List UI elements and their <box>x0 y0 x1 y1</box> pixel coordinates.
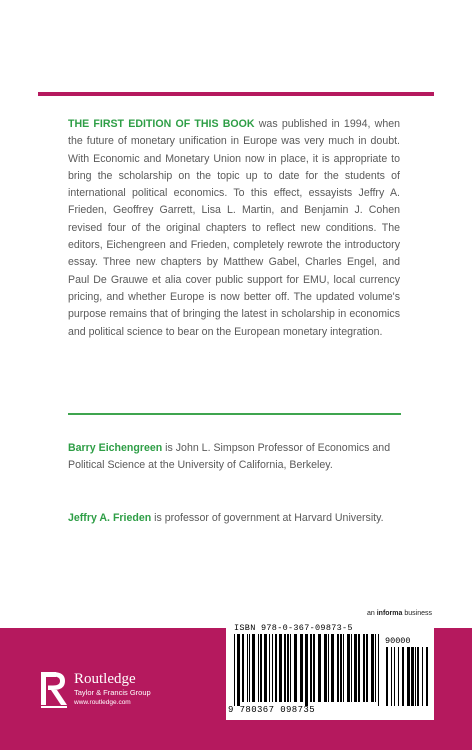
barcode-bar <box>242 634 244 702</box>
barcode-bar <box>407 647 410 706</box>
barcode-bar <box>275 634 277 702</box>
barcode-bar <box>426 647 428 706</box>
barcode-bar <box>247 634 248 702</box>
barcode-bar <box>386 647 388 706</box>
barcode-digits: 9 780367 098735 <box>228 705 316 715</box>
barcode-bar <box>324 634 327 702</box>
barcode-bar <box>269 634 270 702</box>
barcode-bar <box>354 634 357 702</box>
barcode-bars <box>234 634 380 706</box>
publisher-name: Routledge <box>74 671 136 687</box>
barcode-bar <box>313 634 315 702</box>
informa-brand: informa <box>376 610 403 617</box>
barcode-bar <box>287 634 289 702</box>
routledge-r-icon <box>40 671 68 709</box>
barcode-bar <box>260 634 262 702</box>
barcode-bar <box>272 634 273 702</box>
barcode-bar <box>375 634 376 702</box>
blurb-lead: THE FIRST EDITION OF THIS BOOK <box>68 118 255 130</box>
barcode-bar <box>417 647 419 706</box>
barcode-bar <box>391 647 392 706</box>
isbn-barcode <box>226 620 434 720</box>
barcode-bar <box>398 647 399 706</box>
barcode-bar <box>234 634 235 706</box>
barcode-bar <box>249 634 250 702</box>
barcode-bar <box>258 634 259 702</box>
informa-tagline: an informa business <box>367 610 432 617</box>
top-divider <box>38 92 434 96</box>
isbn-text: ISBN 978-0-367-09873-5 <box>234 623 353 633</box>
addon-barcode-bars <box>386 647 428 706</box>
barcode-bar <box>347 634 350 702</box>
author-name: Barry Eichengreen <box>68 442 163 454</box>
author-bio-eichengreen <box>68 440 398 475</box>
barcode-bar <box>305 634 308 706</box>
author-bio-frieden <box>68 510 398 527</box>
barcode-bar <box>237 634 240 706</box>
author-bio-text: is John L. Simpson Professor of Economics and Political Science at the University of California, Berkeley. <box>68 442 391 472</box>
barcode-bar <box>378 634 379 706</box>
section-divider <box>68 413 401 415</box>
publisher-url: www.routledge.com <box>74 699 131 706</box>
barcode-bar <box>363 634 365 702</box>
barcode-bar <box>422 647 423 706</box>
barcode-bar <box>331 634 334 702</box>
publisher-brand <box>74 671 151 707</box>
barcode-bar <box>337 634 339 702</box>
barcode-bar <box>290 634 291 702</box>
price-addon-text: 90000 <box>385 636 411 646</box>
barcode-bar <box>402 647 404 706</box>
barcode-bar <box>415 647 416 706</box>
barcode-bar <box>310 634 312 702</box>
barcode-bar <box>371 634 374 702</box>
back-cover-blurb <box>68 116 400 341</box>
barcode-bar <box>366 634 368 702</box>
barcode-bar <box>264 634 267 702</box>
barcode-bar <box>252 634 255 702</box>
author-name: Jeffry A. Frieden <box>68 512 152 524</box>
barcode-bar <box>411 647 414 706</box>
publisher-group: Taylor & Francis Group <box>74 688 151 697</box>
barcode-bar <box>318 634 321 702</box>
barcode-bar <box>343 634 344 702</box>
barcode-bar <box>284 634 286 702</box>
barcode-bar <box>300 634 303 702</box>
barcode-bar <box>328 634 329 702</box>
blurb-body: was published in 1994, when the future of monetary unification in Europe was very much in doubt. With Economic and Monetary Union now in place, it is appropriate to bring the scholarship on the topic up to date for the students of international political economics. To this effect, essayists Jeffry A. Frieden, Geoffrey Garrett, Lisa L. Martin, and Benjamin J. Cohen revised four of the original chapters to reflect new conditions. The editors, Eichengreen and Frieden, completely rewrote the introductory essay. Three new chapters by Matthew Gabel, Charles Engel, and Paul De Grauwe et alia cover public support for EMU, local currency pricing, and whether Europe is now better off. The updated volume's purpose remains that of bringing the latest in scholarship in economics and political science to bear on the European monetary integration. <box>68 118 400 338</box>
barcode-bar <box>340 634 342 702</box>
author-bio-text: is professor of government at Harvard University. <box>151 512 384 524</box>
barcode-bar <box>294 634 297 702</box>
barcode-bar <box>358 634 360 702</box>
barcode-bar <box>394 647 395 706</box>
barcode-bar <box>279 634 282 702</box>
barcode-bar <box>351 634 352 702</box>
